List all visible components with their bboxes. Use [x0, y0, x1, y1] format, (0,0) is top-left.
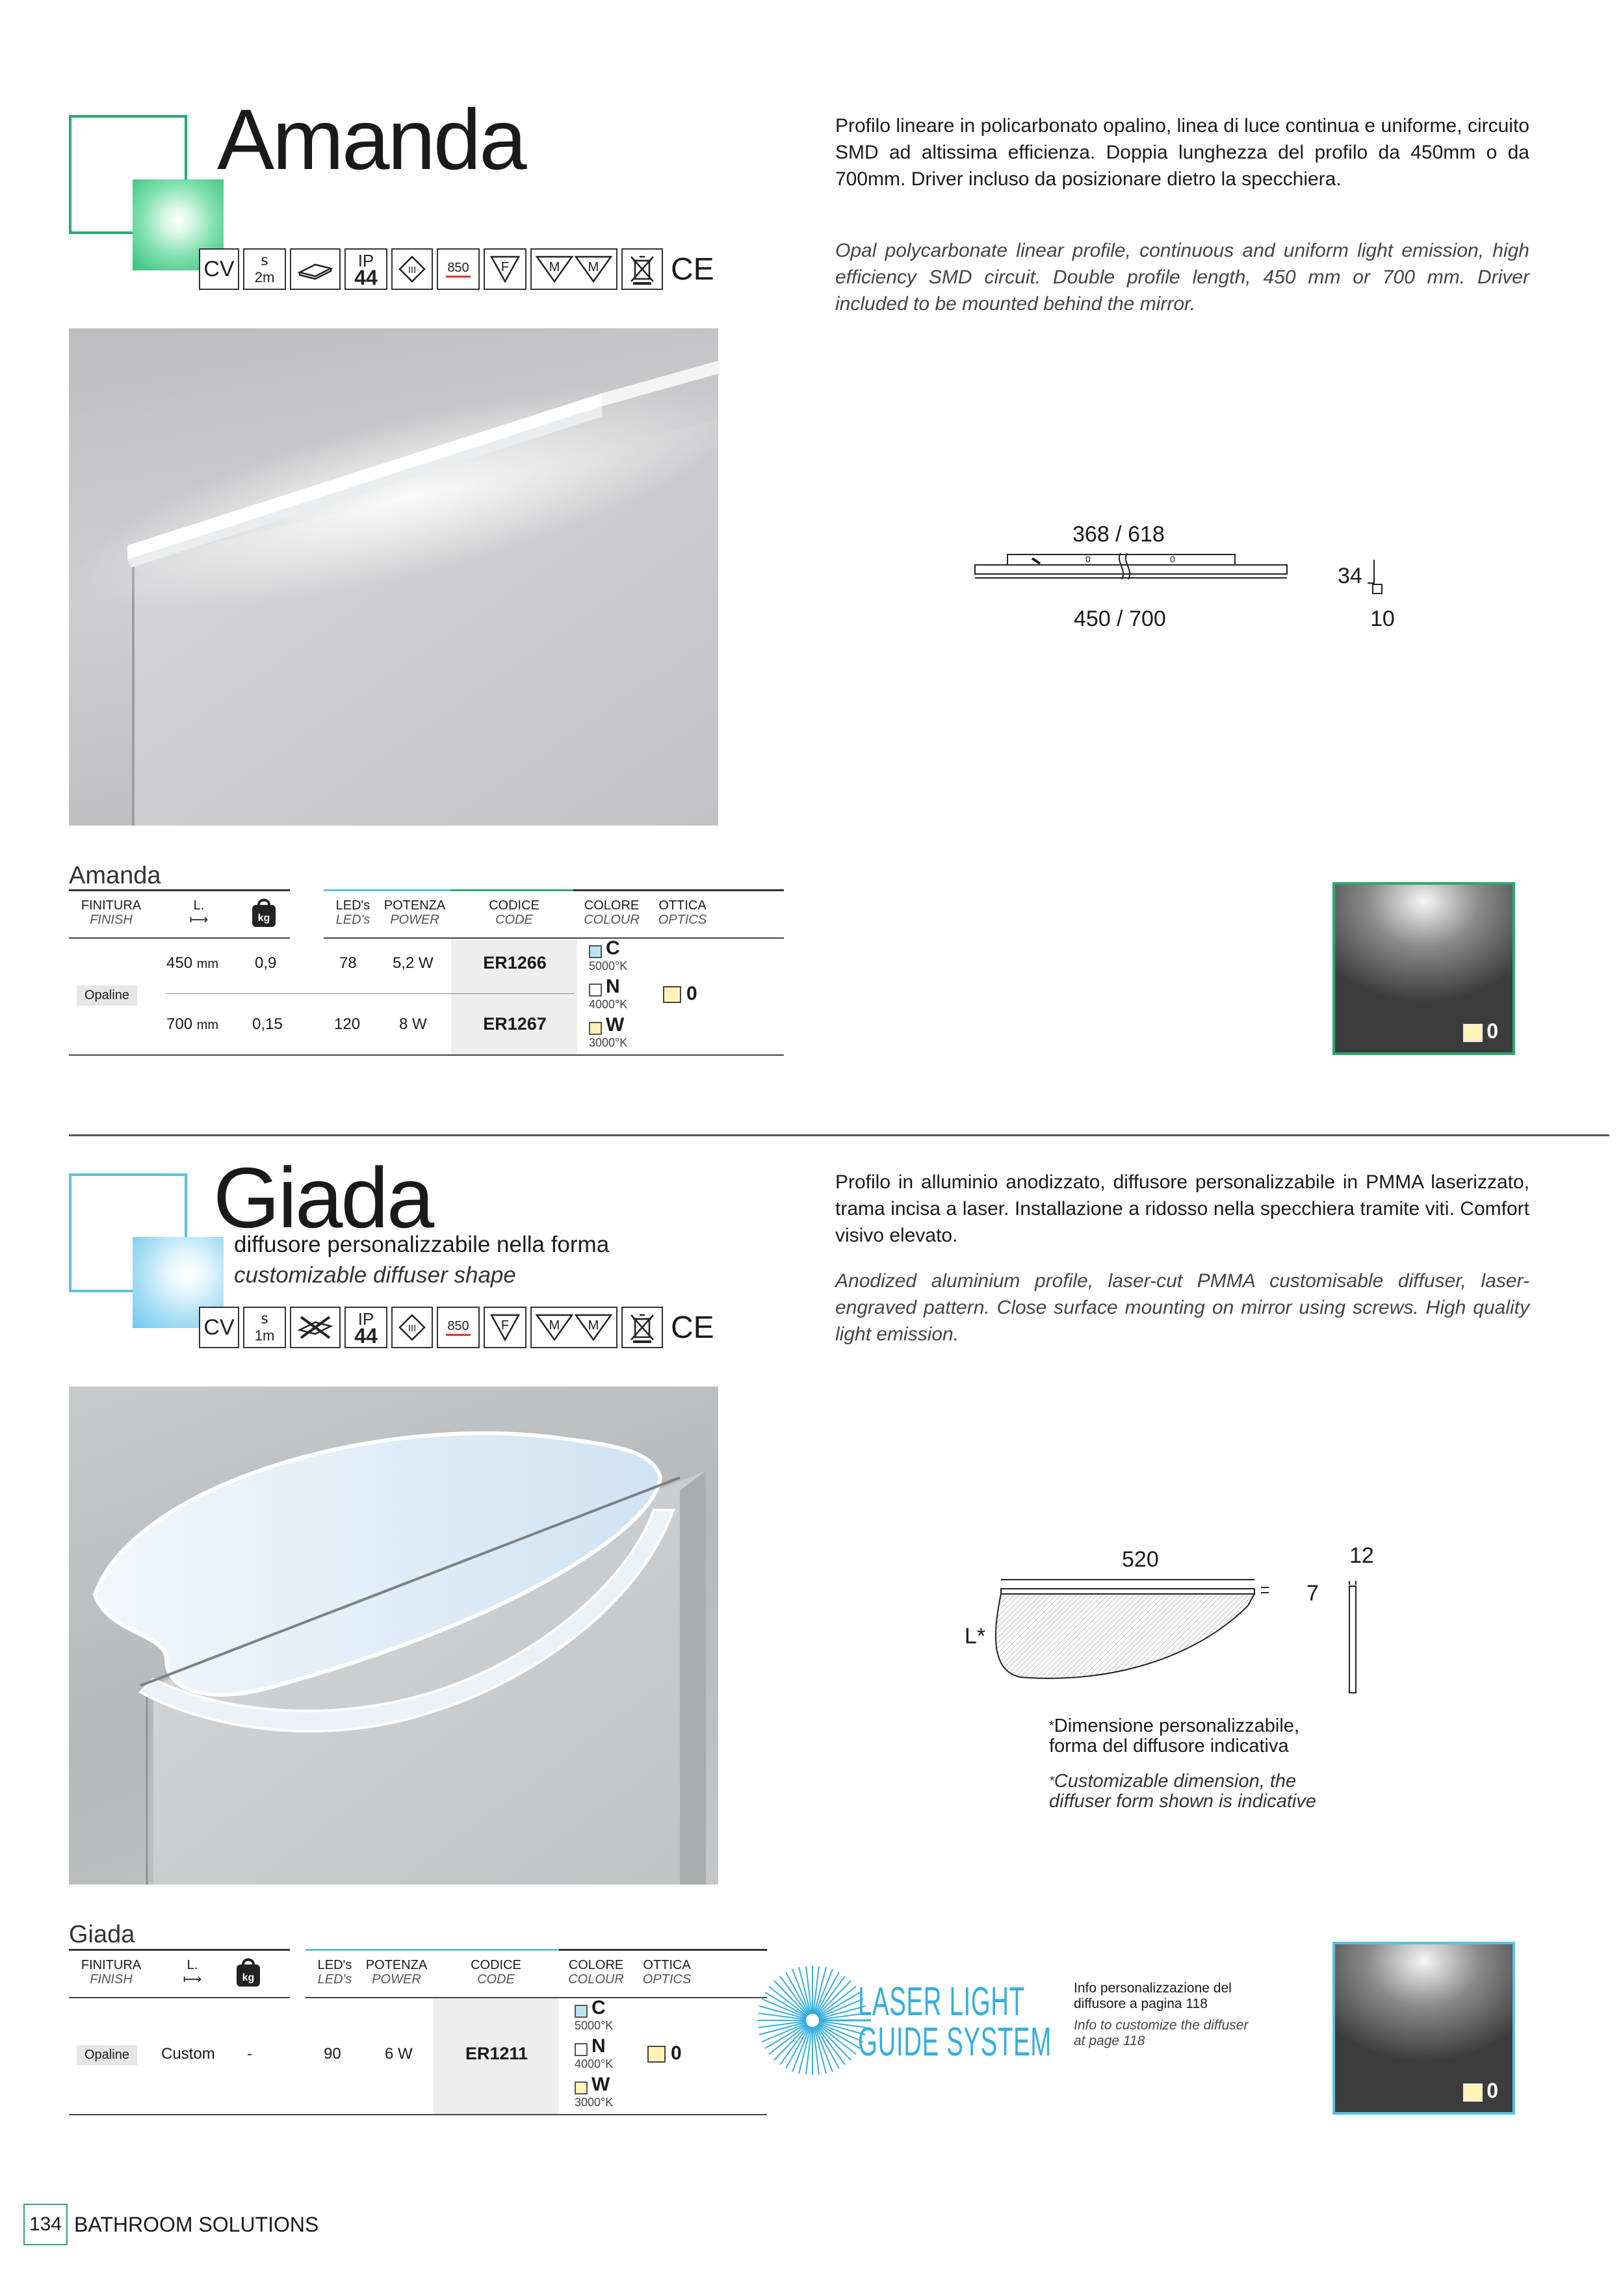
header-leds: LED's LED's [317, 1958, 352, 1987]
giada-technical-drawing [955, 1543, 1410, 1820]
no-driver-icon [290, 1307, 341, 1348]
amanda-title: Amanda [217, 92, 525, 187]
amanda-finish-value: Opaline [77, 985, 137, 1006]
amanda-spec-table [69, 889, 712, 1058]
ce-mark-icon: CE [671, 252, 714, 287]
amanda-icon-bar [199, 248, 714, 290]
header-code: CODICE CODE [471, 1958, 521, 1987]
weight-icon [250, 896, 278, 932]
optic-icon [1463, 2083, 1483, 2102]
giada-title: Giada [213, 1150, 433, 1246]
length-arrow-icon: ⟼ [189, 913, 209, 927]
amanda-dim-height: 34 [1338, 564, 1362, 588]
cv-icon: CV [199, 1307, 239, 1348]
giada-dim-12: 12 [1349, 1543, 1374, 1568]
svg-text:0: 0 [1170, 554, 1175, 564]
giada-subtitle-en: customizable diffuser shape [234, 1262, 516, 1288]
cri-850-icon: 850 [437, 1307, 480, 1348]
giada-description-it: Profilo in alluminio anodizzato, diffusore personalizzabile in PMMA laserizzato, trama incisa a laser. Installazione a ridosso nella specchiera tramite viti. Comfort visivo elevato. [835, 1171, 1529, 1246]
giada-dim-width: 520 [1122, 1547, 1159, 1572]
ip-rating-icon: IP 44 [344, 1307, 387, 1348]
giada-optic-thumbnail: 0 [1332, 1942, 1515, 2115]
table-rule-left [69, 889, 290, 891]
amanda-row2-power: 8 W [399, 1015, 427, 1033]
no-waste-icon [621, 248, 663, 290]
colour-w: W 3000°K [589, 1014, 628, 1049]
header-leds: LED's LED's [335, 898, 370, 927]
header-code: CODICE CODE [489, 898, 539, 927]
page-number: 134 [23, 2204, 68, 2245]
driver-icon [290, 248, 341, 290]
cable-icon: ꜱ [261, 1311, 268, 1327]
svg-text:kg: kg [242, 1972, 255, 1983]
f-mark-icon [484, 1307, 526, 1348]
cv-icon: CV [199, 248, 239, 290]
giada-note-it: *Dimensione personalizzabile, forma del diffusore indicativa [1049, 1715, 1299, 1756]
laser-line1: LASER LIGHT [858, 1979, 1025, 2024]
amanda-table-title: Amanda [69, 862, 161, 889]
ip-rating-icon: IP 44 [344, 248, 387, 290]
giada-code: ER1211 [465, 2044, 528, 2063]
laser-info-it: Info personalizzazione del diffusore a pagina 118 [1074, 1981, 1232, 2011]
section-divider [69, 1134, 1609, 1136]
header-colour: COLORE COLOUR [568, 1958, 624, 1987]
giada-dim-7: 7 [1306, 1581, 1319, 1606]
table-row: 450 mm 0,9 [166, 954, 277, 972]
giada-colour-list [575, 1997, 640, 2111]
svg-text:III: III [408, 1323, 417, 1334]
amanda-colour-list [589, 937, 654, 1051]
svg-text:M: M [588, 260, 599, 274]
amanda-description-en: Opal polycarbonate linear profile, continuous and uniform light emission, high efficiency SMD circuit. Double profile length, 450 mm or 700 mm. Driver included to be mounted behind the mirror. [835, 240, 1529, 315]
colour-w: W 3000°K [575, 2074, 614, 2109]
header-optics: OTTICA OPTICS [642, 1958, 692, 1987]
giada-subtitle-it: diffusore personalizzabile nella forma [234, 1232, 610, 1257]
giada-leds: 90 [324, 2045, 341, 2063]
laser-line2: GUIDE SYSTEM [858, 2020, 1052, 2065]
svg-text:M: M [549, 260, 560, 274]
amanda-optic-thumbnail: 0 [1332, 882, 1515, 1055]
svg-text:0: 0 [1085, 554, 1091, 564]
colour-n: N 4000°K [589, 976, 628, 1011]
laser-light-logo [754, 1962, 1053, 2079]
amanda-dim-bottom: 450 / 700 [1074, 607, 1166, 631]
giada-length: Custom [161, 2045, 215, 2063]
class-iii-icon [391, 1307, 433, 1348]
footer-section: BATHROOM SOLUTIONS [74, 2213, 319, 2236]
optic-icon [663, 986, 681, 1003]
header-power: POTENZA POWER [383, 898, 446, 927]
svg-text:M: M [549, 1318, 560, 1333]
giada-spec-table [69, 1949, 712, 2118]
mm-mark-icon [530, 1307, 617, 1348]
cri-850-icon: 850 [437, 248, 480, 290]
giada-product-photo [69, 1387, 718, 1885]
colour-c: C 5000°K [589, 937, 628, 972]
amanda-dim-top: 368 / 618 [1072, 522, 1165, 547]
giada-finish-value: Opaline [77, 2045, 137, 2065]
header-length: L. ⟼ [166, 898, 231, 927]
colour-n: N 4000°K [575, 2035, 614, 2070]
colour-c: C 5000°K [575, 1997, 614, 2032]
optic-icon [647, 2046, 666, 2063]
cable-length-icon: ꜱ 2m [243, 248, 286, 290]
laser-info-en: Info to customize the diffuser at page 118 [1074, 2018, 1249, 2048]
cable-icon: ꜱ [261, 252, 268, 268]
giada-dim-l: L* [965, 1624, 986, 1649]
amanda-row1-code: ER1266 [483, 953, 547, 972]
giada-power: 6 W [385, 2045, 413, 2063]
amanda-description-it: Profilo lineare in policarbonato opalino, linea di luce continua e uniforme, circuito SMD ad altissima efficienza. Doppia lunghezza del profilo da 450mm o da 700mm. Driver incluso da posizionare dietro la specchiera. [835, 115, 1529, 190]
giada-icon-bar [199, 1307, 714, 1348]
header-finish: FINITURA FINISH [81, 1958, 142, 1987]
giada-weight: - [247, 2045, 252, 2063]
table-row: 700 mm 0,15 [166, 1015, 283, 1033]
svg-text:F: F [500, 260, 510, 274]
header-colour: COLORE COLOUR [584, 898, 640, 927]
amanda-product-photo [69, 328, 718, 826]
mm-mark-icon [530, 248, 617, 290]
amanda-dim-width: 10 [1370, 607, 1395, 631]
amanda-row1-power: 5,2 W [393, 954, 434, 972]
laser-burst-icon [754, 1962, 871, 2079]
f-mark-icon [484, 248, 526, 290]
header-optics: OTTICA OPTICS [658, 898, 707, 927]
svg-text:kg: kg [257, 913, 270, 924]
giada-description-en: Anodized aluminium profile, laser-cut PMMA customisable diffuser, laser-engraved pattern. Close surface mounting on mirror using screws. High quality light emission. [835, 1270, 1529, 1345]
amanda-row2-code: ER1267 [483, 1014, 547, 1034]
class-iii-icon [391, 248, 433, 290]
giada-table-title: Giada [69, 1921, 135, 1948]
header-length: L. ⟼ [160, 1958, 225, 1987]
length-arrow-icon: ⟼ [183, 1972, 202, 1987]
svg-text:III: III [408, 265, 417, 276]
optic-icon [1463, 1024, 1483, 1042]
svg-text:F: F [500, 1318, 510, 1333]
cable-length-icon: ꜱ 1m [243, 1307, 286, 1348]
header-power: POTENZA POWER [365, 1958, 428, 1987]
amanda-optic: 0 [663, 983, 697, 1005]
giada-optic: 0 [647, 2042, 682, 2065]
no-waste-icon [621, 1307, 663, 1348]
amanda-technical-drawing [968, 517, 1423, 647]
giada-note-en: *Customizable dimension, the diffuser form shown is indicative [1049, 1771, 1316, 1812]
weight-icon [234, 1955, 263, 1991]
ce-mark-icon: CE [671, 1310, 714, 1345]
amanda-row2-leds: 120 [334, 1015, 361, 1033]
svg-text:M: M [588, 1318, 599, 1333]
header-finish: FINITURA FINISH [81, 898, 142, 927]
amanda-row1-leds: 78 [339, 954, 357, 972]
